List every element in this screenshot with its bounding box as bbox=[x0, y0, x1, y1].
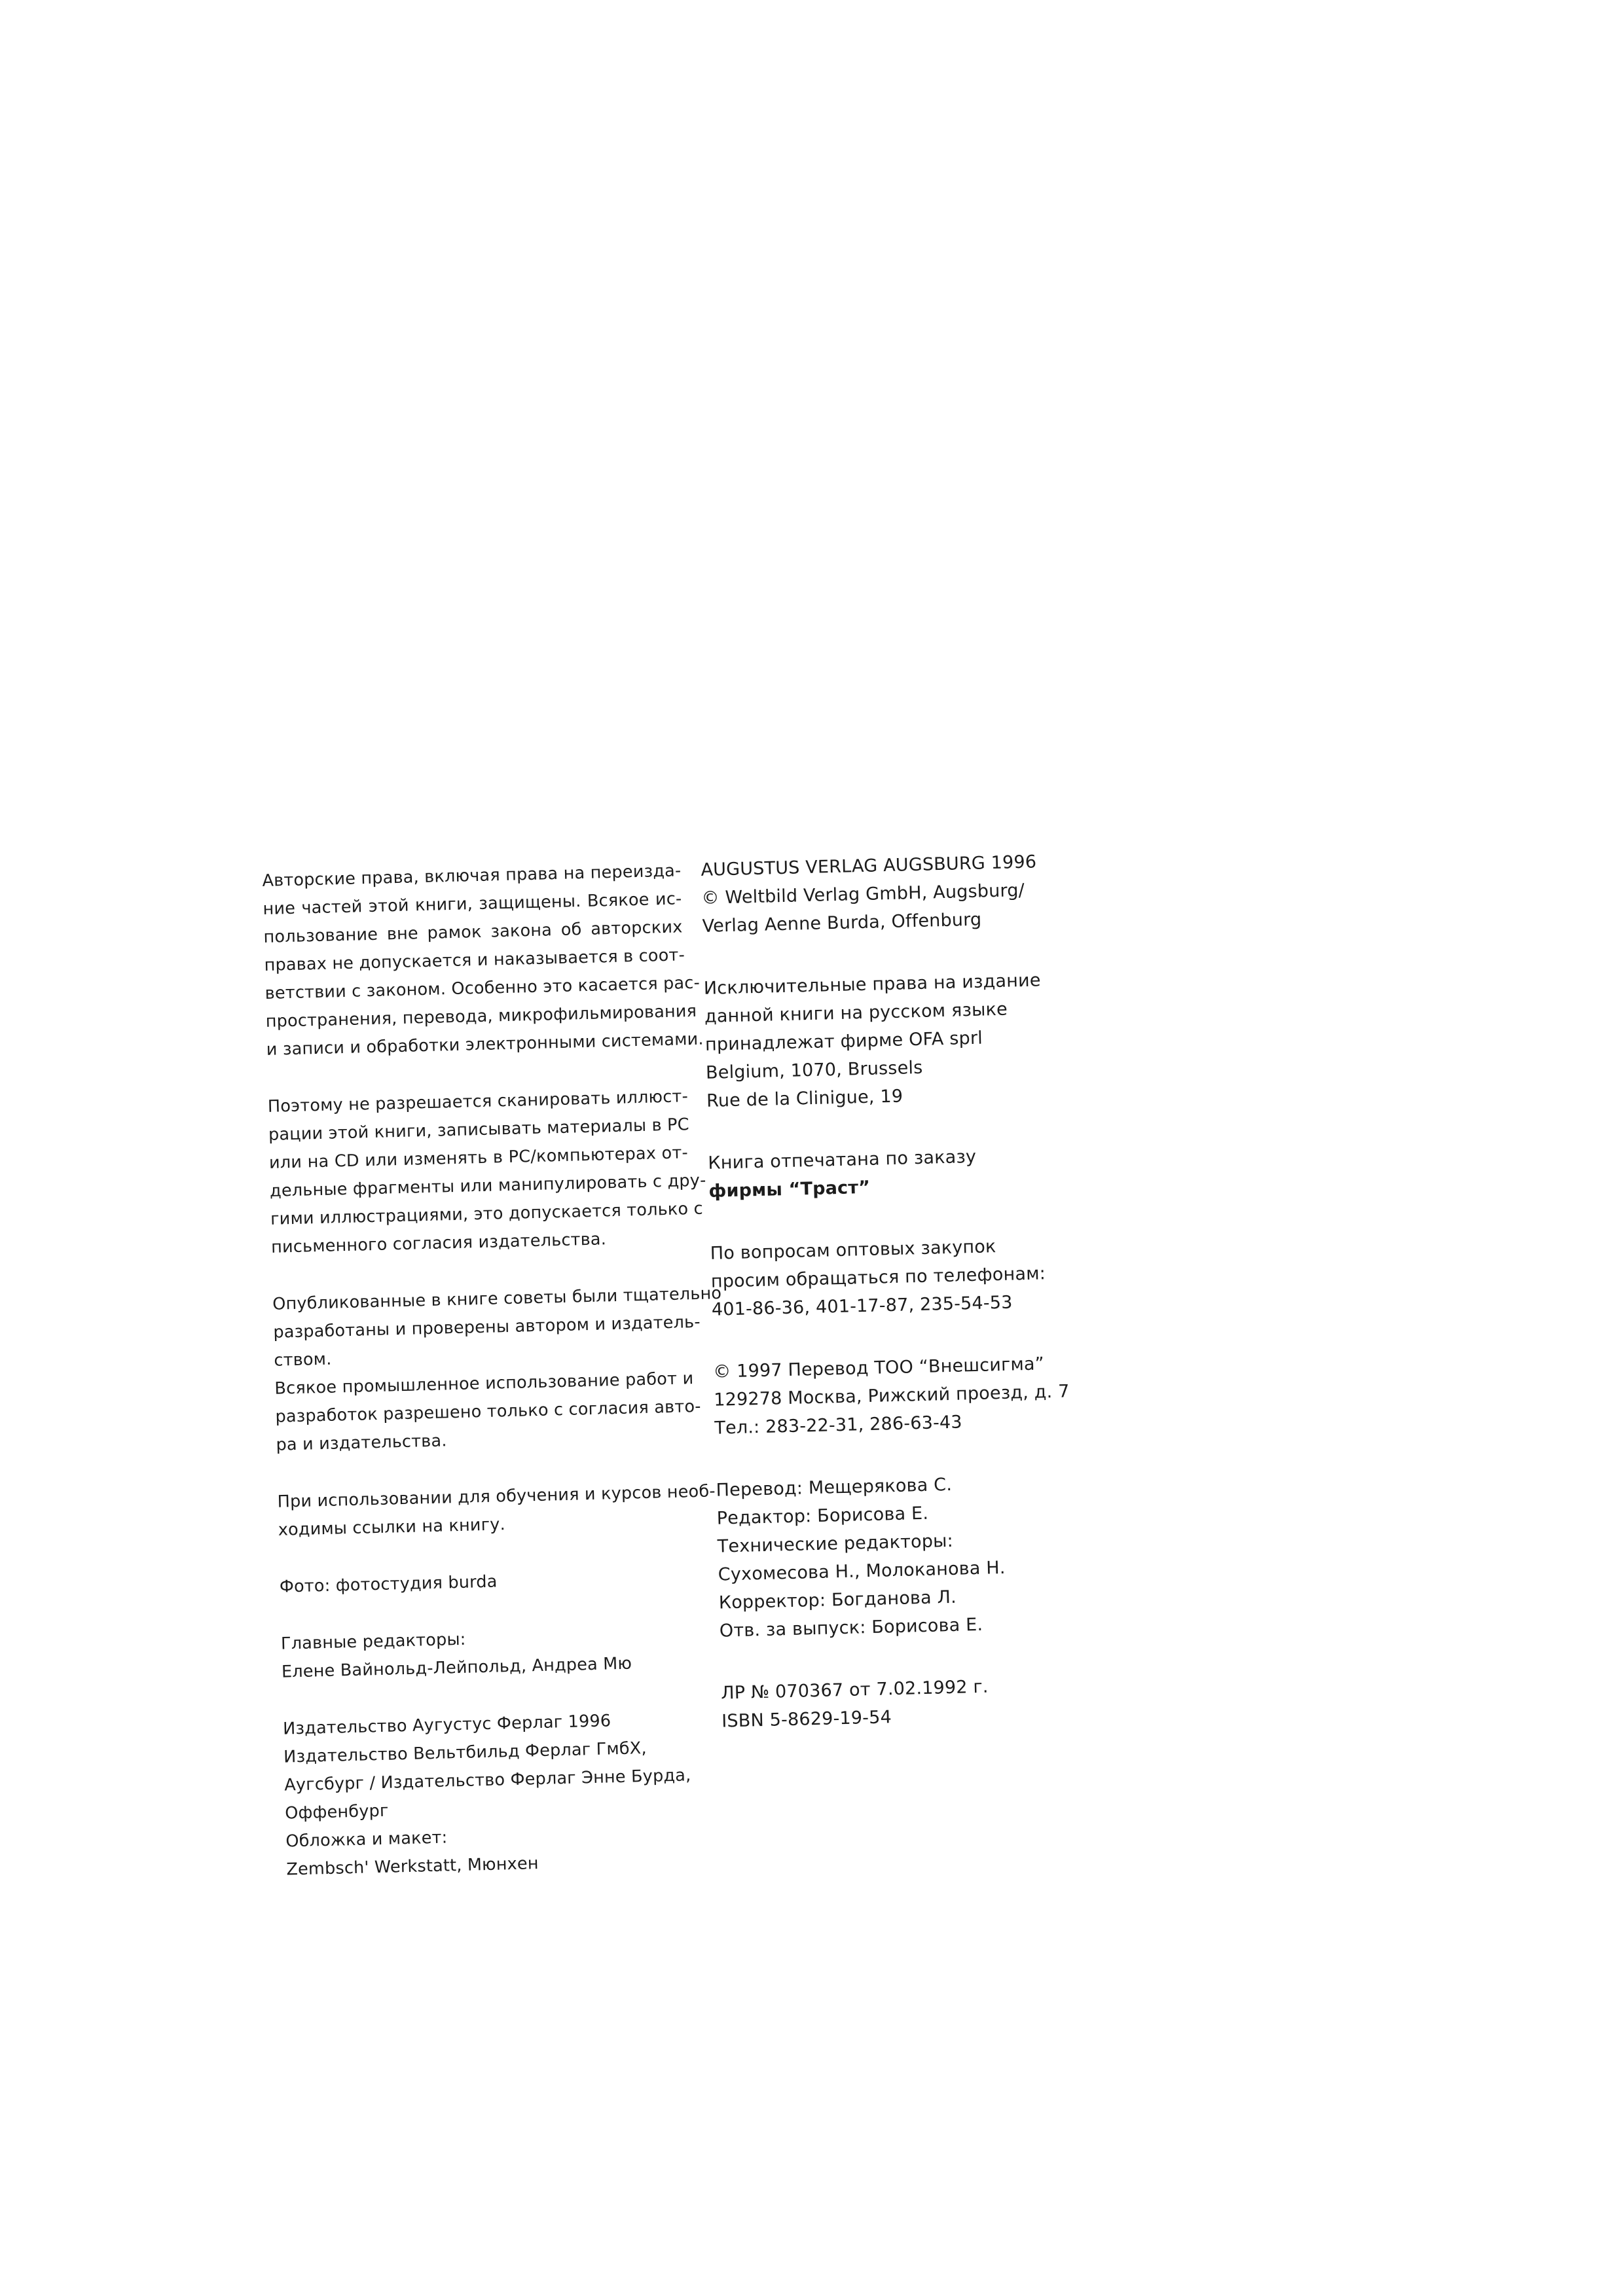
text-line: Verlag Aenne Burda, Offenburg bbox=[702, 909, 982, 937]
text-line: ра и издательства. bbox=[276, 1431, 447, 1455]
text-line: пространения, перевода, микрофильмирования bbox=[265, 1001, 697, 1031]
text-line: пользование вне рамок закона об авторских bbox=[263, 917, 683, 947]
left-column bbox=[262, 857, 722, 1910]
text-line: дельные фрагменты или манипулировать с дру- bbox=[269, 1170, 706, 1201]
text-line: Корректор: Богданова Л. bbox=[718, 1587, 957, 1613]
text-line: Книга отпечатана по заказу bbox=[708, 1146, 977, 1174]
copyright-notice bbox=[262, 857, 704, 1064]
text-line: © Weltbild Verlag GmbH, Augsburg/ bbox=[701, 880, 1025, 908]
text-line: Оффенбург bbox=[284, 1801, 389, 1823]
text-line: 401-86-36, 401-17-87, 235-54-53 bbox=[711, 1292, 1013, 1320]
text-line: Аугсбург / Издательство Ферлаг Энне Бурда, bbox=[283, 1765, 691, 1795]
text-line: Belgium, 1070, Brussels bbox=[705, 1057, 923, 1083]
courses-notice bbox=[277, 1478, 716, 1545]
text-line: 129278 Москва, Рижский проезд, д. 7 bbox=[713, 1381, 1070, 1410]
text-line: Издательство Вельтбильд Ферлаг ГмбХ, bbox=[283, 1738, 647, 1767]
text-line: ходимы ссылки на книгу. bbox=[278, 1515, 506, 1540]
text-line: ством. bbox=[274, 1349, 332, 1371]
text-line: Технические редакторы: bbox=[717, 1530, 954, 1557]
text-line: Авторские права, включая права на переизда- bbox=[262, 861, 682, 891]
text-line: При использовании для обучения и курсов необ- bbox=[277, 1481, 716, 1512]
text-line: Фото: фотостудия burda bbox=[279, 1571, 498, 1597]
translation-credits bbox=[716, 1467, 1112, 1645]
text-line: данной книги на русском языке bbox=[704, 999, 1008, 1027]
wholesale-contacts bbox=[710, 1230, 1104, 1324]
text-line: Перевод: Мещерякова С. bbox=[716, 1474, 953, 1501]
right-column bbox=[701, 846, 1116, 1761]
scan-notice bbox=[267, 1083, 706, 1262]
text-line: По вопросам оптовых закупок bbox=[710, 1236, 996, 1264]
text-line: гими иллюстрациями, это допускается только с bbox=[270, 1198, 704, 1229]
text-line: Обложка и макет: bbox=[285, 1827, 448, 1852]
text-line: просим обращаться по телефонам: bbox=[710, 1263, 1046, 1292]
text-line: ветствии с законом. Особенно это касается рас- bbox=[264, 973, 701, 1003]
publishers-credit bbox=[283, 1705, 706, 1884]
text-line: или на CD или изменять в PC/компьютерах от- bbox=[268, 1143, 689, 1173]
text-line: Главные редакторы: bbox=[280, 1629, 466, 1654]
text-line: рации этой книги, записывать материалы в PC bbox=[268, 1115, 690, 1145]
text-line: Сухомесова Н., Молоканова Н. bbox=[718, 1557, 1006, 1585]
text-line: принадлежат фирме OFA sprl bbox=[704, 1028, 983, 1055]
registration-info bbox=[721, 1670, 1115, 1736]
text-line: ние частей этой книги, защищены. Всякое ис- bbox=[263, 889, 682, 919]
text-line: Zembsch' Werkstatt, Мюнхен bbox=[286, 1854, 539, 1880]
text-line: Поэтому не разрешается сканировать иллюст- bbox=[267, 1086, 689, 1117]
text-line: ISBN 5-8629-19-54 bbox=[721, 1707, 892, 1732]
text-line: Отв. за выпуск: Борисова Е. bbox=[719, 1614, 983, 1641]
text-line: Опубликованные в книге советы были тщательно bbox=[272, 1283, 722, 1314]
translation-copyright bbox=[713, 1348, 1108, 1443]
chief-editors bbox=[280, 1620, 701, 1687]
text-line: AUGUSTUS VERLAG AUGSBURG 1996 bbox=[701, 852, 1037, 880]
text-line: фирмы “Траст” bbox=[708, 1177, 871, 1202]
text-line: Всякое промышленное использование работ и bbox=[274, 1369, 694, 1399]
text-line: письменного согласия издательства. bbox=[270, 1229, 607, 1257]
text-line: © 1997 Перевод ТОО “Внешсигма” bbox=[712, 1354, 1045, 1382]
publisher-original bbox=[701, 846, 1095, 941]
text-line: разработок разрешено только с согласия авто- bbox=[275, 1396, 701, 1427]
text-line: Елене Вайнольд-Лейпольд, Андреа Мю bbox=[281, 1653, 632, 1682]
text-line: Исключительные права на издание bbox=[703, 970, 1041, 999]
text-line: правах не допускается и наказывается в соот- bbox=[264, 945, 685, 975]
advice-notice bbox=[272, 1280, 722, 1460]
text-line: ЛР № 070367 от 7.02.1992 г. bbox=[720, 1676, 989, 1704]
text-line: Издательство Аугустус Ферлаг 1996 bbox=[282, 1711, 611, 1739]
text-line: Редактор: Борисова Е. bbox=[716, 1503, 929, 1529]
text-line: и записи и обработки электронными системами. bbox=[266, 1029, 704, 1060]
text-line: Rue de la Clinigue, 19 bbox=[706, 1086, 903, 1111]
text-line: разработаны и проверены автором и издатель- bbox=[273, 1312, 701, 1342]
printed-for bbox=[708, 1139, 1102, 1206]
exclusive-rights bbox=[703, 965, 1099, 1115]
text-line: Тел.: 283-22-31, 286-63-43 bbox=[714, 1412, 963, 1439]
photo-credit bbox=[279, 1563, 699, 1602]
